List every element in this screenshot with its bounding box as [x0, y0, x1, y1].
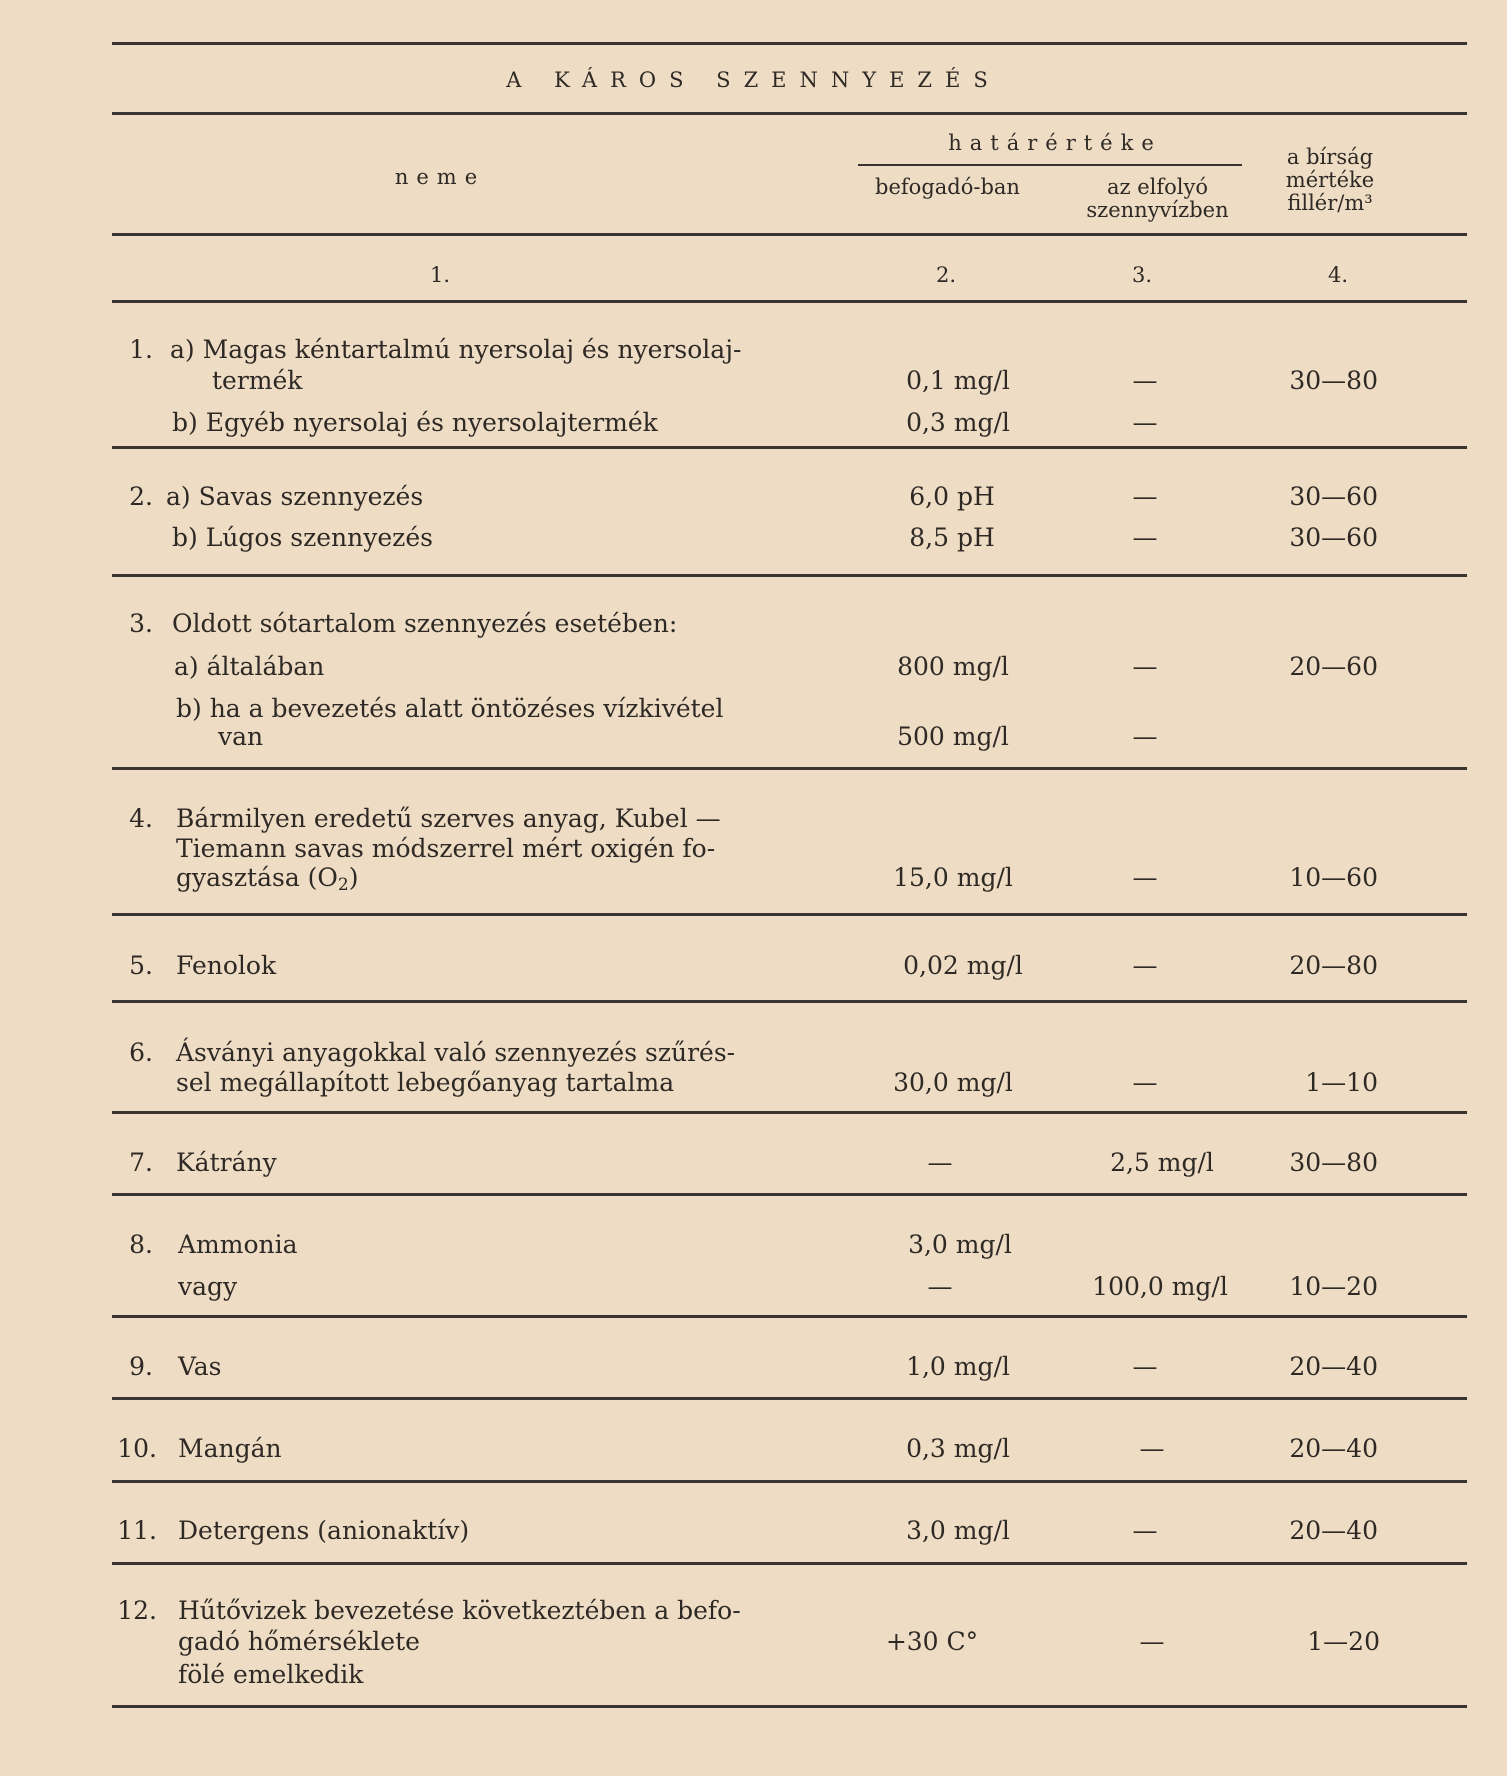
row-4-label-1: Bármilyen eredetű szerves anyag, Kubel —	[176, 804, 721, 833]
row-5-number: 5.	[129, 951, 153, 980]
row-2-outflow-a: —	[1132, 482, 1158, 511]
row-6-outflow: —	[1132, 1068, 1158, 1097]
row-1-value-b: 0,3 mg/l	[906, 408, 1010, 437]
row-10-value: 0,3 mg/l	[906, 1434, 1010, 1463]
row-9-fine: 20—40	[1289, 1352, 1378, 1381]
row-8-fine: 10—20	[1289, 1272, 1378, 1301]
row-4-label-2: Tiemann savas módszerrel mért oxigén fo-	[176, 834, 716, 863]
row-4-outflow: —	[1132, 863, 1158, 892]
col-number-3: 3.	[1132, 263, 1153, 287]
row-3-rule	[112, 767, 1467, 770]
row-9-value: 1,0 mg/l	[906, 1352, 1010, 1381]
row-12-label-2: gadó hőmérséklete	[178, 1627, 420, 1656]
header-col4: a bírság mértéke fillér/m³	[1285, 145, 1375, 215]
row-5-value: 0,02 mg/l	[903, 951, 1023, 980]
row-5-outflow: —	[1132, 951, 1158, 980]
row-11-value: 3,0 mg/l	[906, 1516, 1010, 1545]
row-12-outflow: —	[1139, 1627, 1165, 1656]
row-4-value: 15,0 mg/l	[893, 863, 1013, 892]
row-1-rule	[112, 446, 1467, 449]
row-12-number: 12.	[117, 1596, 157, 1625]
header-group: határértéke	[948, 131, 1162, 155]
row-2-number: 2.	[129, 482, 153, 511]
row-8-outflow: 100,0 mg/l	[1092, 1272, 1228, 1301]
row-9-label: Vas	[178, 1352, 222, 1381]
row-5-rule	[112, 1000, 1467, 1003]
bottom-rule	[112, 1705, 1467, 1708]
row-9-rule	[112, 1397, 1467, 1400]
row-4-number: 4.	[129, 804, 153, 833]
column-number-rule	[112, 300, 1467, 303]
row-6-value: 30,0 mg/l	[893, 1068, 1013, 1097]
row-2-label-a: a) Savas szennyezés	[166, 482, 424, 511]
row-1-fine: 30—80	[1289, 366, 1378, 395]
row-6-label-1: Ásványi anyagokkal való szennyezés szűrés-	[176, 1038, 736, 1067]
row-6-rule	[112, 1111, 1467, 1114]
row-3-outflow-b: —	[1132, 722, 1158, 751]
row-7-label: Kátrány	[176, 1148, 277, 1177]
col-number-4: 4.	[1328, 263, 1349, 287]
row-12-label-3: fölé emelkedik	[178, 1660, 364, 1689]
row-10-rule	[112, 1480, 1467, 1483]
row-10-label: Mangán	[178, 1434, 282, 1463]
row-7-number: 7.	[129, 1148, 153, 1177]
row-6-number: 6.	[129, 1038, 153, 1067]
row-12-label-1: Hűtővizek bevezetése következtében a befo-	[178, 1596, 741, 1625]
row-10-number: 10.	[117, 1434, 157, 1463]
row-8-label-1: Ammonia	[178, 1230, 298, 1259]
row-2-fine-a: 30—60	[1289, 482, 1378, 511]
header-group-rule	[858, 164, 1242, 166]
top-rule	[112, 42, 1467, 45]
row-7-outflow: 2,5 mg/l	[1110, 1148, 1214, 1177]
row-1-outflow-a: —	[1132, 366, 1158, 395]
row-2-outflow-b: —	[1132, 523, 1158, 552]
row-1-label-a-cont: termék	[212, 366, 303, 395]
row-11-label: Detergens (anionaktív)	[178, 1516, 470, 1545]
title-rule	[112, 112, 1467, 115]
header-col2: befogadó-ban	[875, 175, 1020, 199]
col-number-2: 2.	[936, 263, 957, 287]
row-2-label-b: b) Lúgos szennyezés	[172, 523, 433, 552]
row-3-value-b: 500 mg/l	[897, 722, 1009, 751]
row-11-rule	[112, 1562, 1467, 1565]
row-4-label-3: gyasztása $(O_2)$	[176, 863, 359, 895]
row-4-fine: 10—60	[1289, 863, 1378, 892]
row-1-label-a: a) Magas kéntartalmú nyersolaj és nyersolaj-	[170, 335, 742, 364]
row-1-value-a: 0,1 mg/l	[906, 366, 1010, 395]
row-5-fine: 20—80	[1289, 951, 1378, 980]
row-2-value-b: 8,5 pH	[909, 523, 995, 552]
table-title: A KÁROS SZENNYEZÉS	[506, 68, 1001, 92]
row-11-fine: 20—40	[1289, 1516, 1378, 1545]
row-11-number: 11.	[117, 1516, 157, 1545]
row-8-rule	[112, 1315, 1467, 1318]
row-3-value-a: 800 mg/l	[897, 652, 1009, 681]
row-6-fine: 1—10	[1305, 1068, 1378, 1097]
col-number-1: 1.	[430, 263, 451, 287]
row-8-value-2: —	[927, 1272, 953, 1301]
row-10-outflow: —	[1139, 1434, 1165, 1463]
row-3-number: 3.	[129, 609, 153, 638]
row-4-rule	[112, 913, 1467, 916]
row-1-outflow-b: —	[1132, 408, 1158, 437]
row-9-number: 9.	[129, 1352, 153, 1381]
row-3-fine: 20—60	[1289, 652, 1378, 681]
header-col1: neme	[394, 165, 486, 189]
row-1-number: 1.	[129, 335, 153, 364]
row-7-value: —	[927, 1148, 953, 1177]
row-8-number: 8.	[129, 1230, 153, 1259]
row-3-label-a: a) általában	[174, 652, 325, 681]
row-7-rule	[112, 1193, 1467, 1196]
row-3-label-b: b) ha a bevezetés alatt öntözéses vízkivétel	[176, 694, 724, 723]
row-11-outflow: —	[1132, 1516, 1158, 1545]
row-3-label: Oldott sótartalom szennyezés esetében:	[172, 609, 678, 638]
row-8-label-2: vagy	[178, 1272, 238, 1301]
row-2-value-a: 6,0 pH	[909, 482, 995, 511]
row-3-label-b-cont: van	[218, 722, 264, 751]
row-5-label: Fenolok	[176, 951, 277, 980]
row-1-label-b: b) Egyéb nyersolaj és nyersolajtermék	[172, 408, 658, 437]
row-12-fine: 1—20	[1307, 1627, 1380, 1656]
row-2-rule	[112, 574, 1467, 577]
row-10-fine: 20—40	[1289, 1434, 1378, 1463]
header-col3: az elfolyó szennyvízben	[1086, 175, 1229, 222]
row-8-value-1: 3,0 mg/l	[908, 1230, 1012, 1259]
row-12-value: +30 C°	[885, 1627, 979, 1656]
header-rule	[112, 233, 1467, 236]
row-2-fine-b: 30—60	[1289, 523, 1378, 552]
row-6-label-2: sel megállapított lebegőanyag tartalma	[176, 1068, 675, 1097]
row-3-outflow-a: —	[1132, 652, 1158, 681]
row-7-fine: 30—80	[1289, 1148, 1378, 1177]
row-9-outflow: —	[1132, 1352, 1158, 1381]
